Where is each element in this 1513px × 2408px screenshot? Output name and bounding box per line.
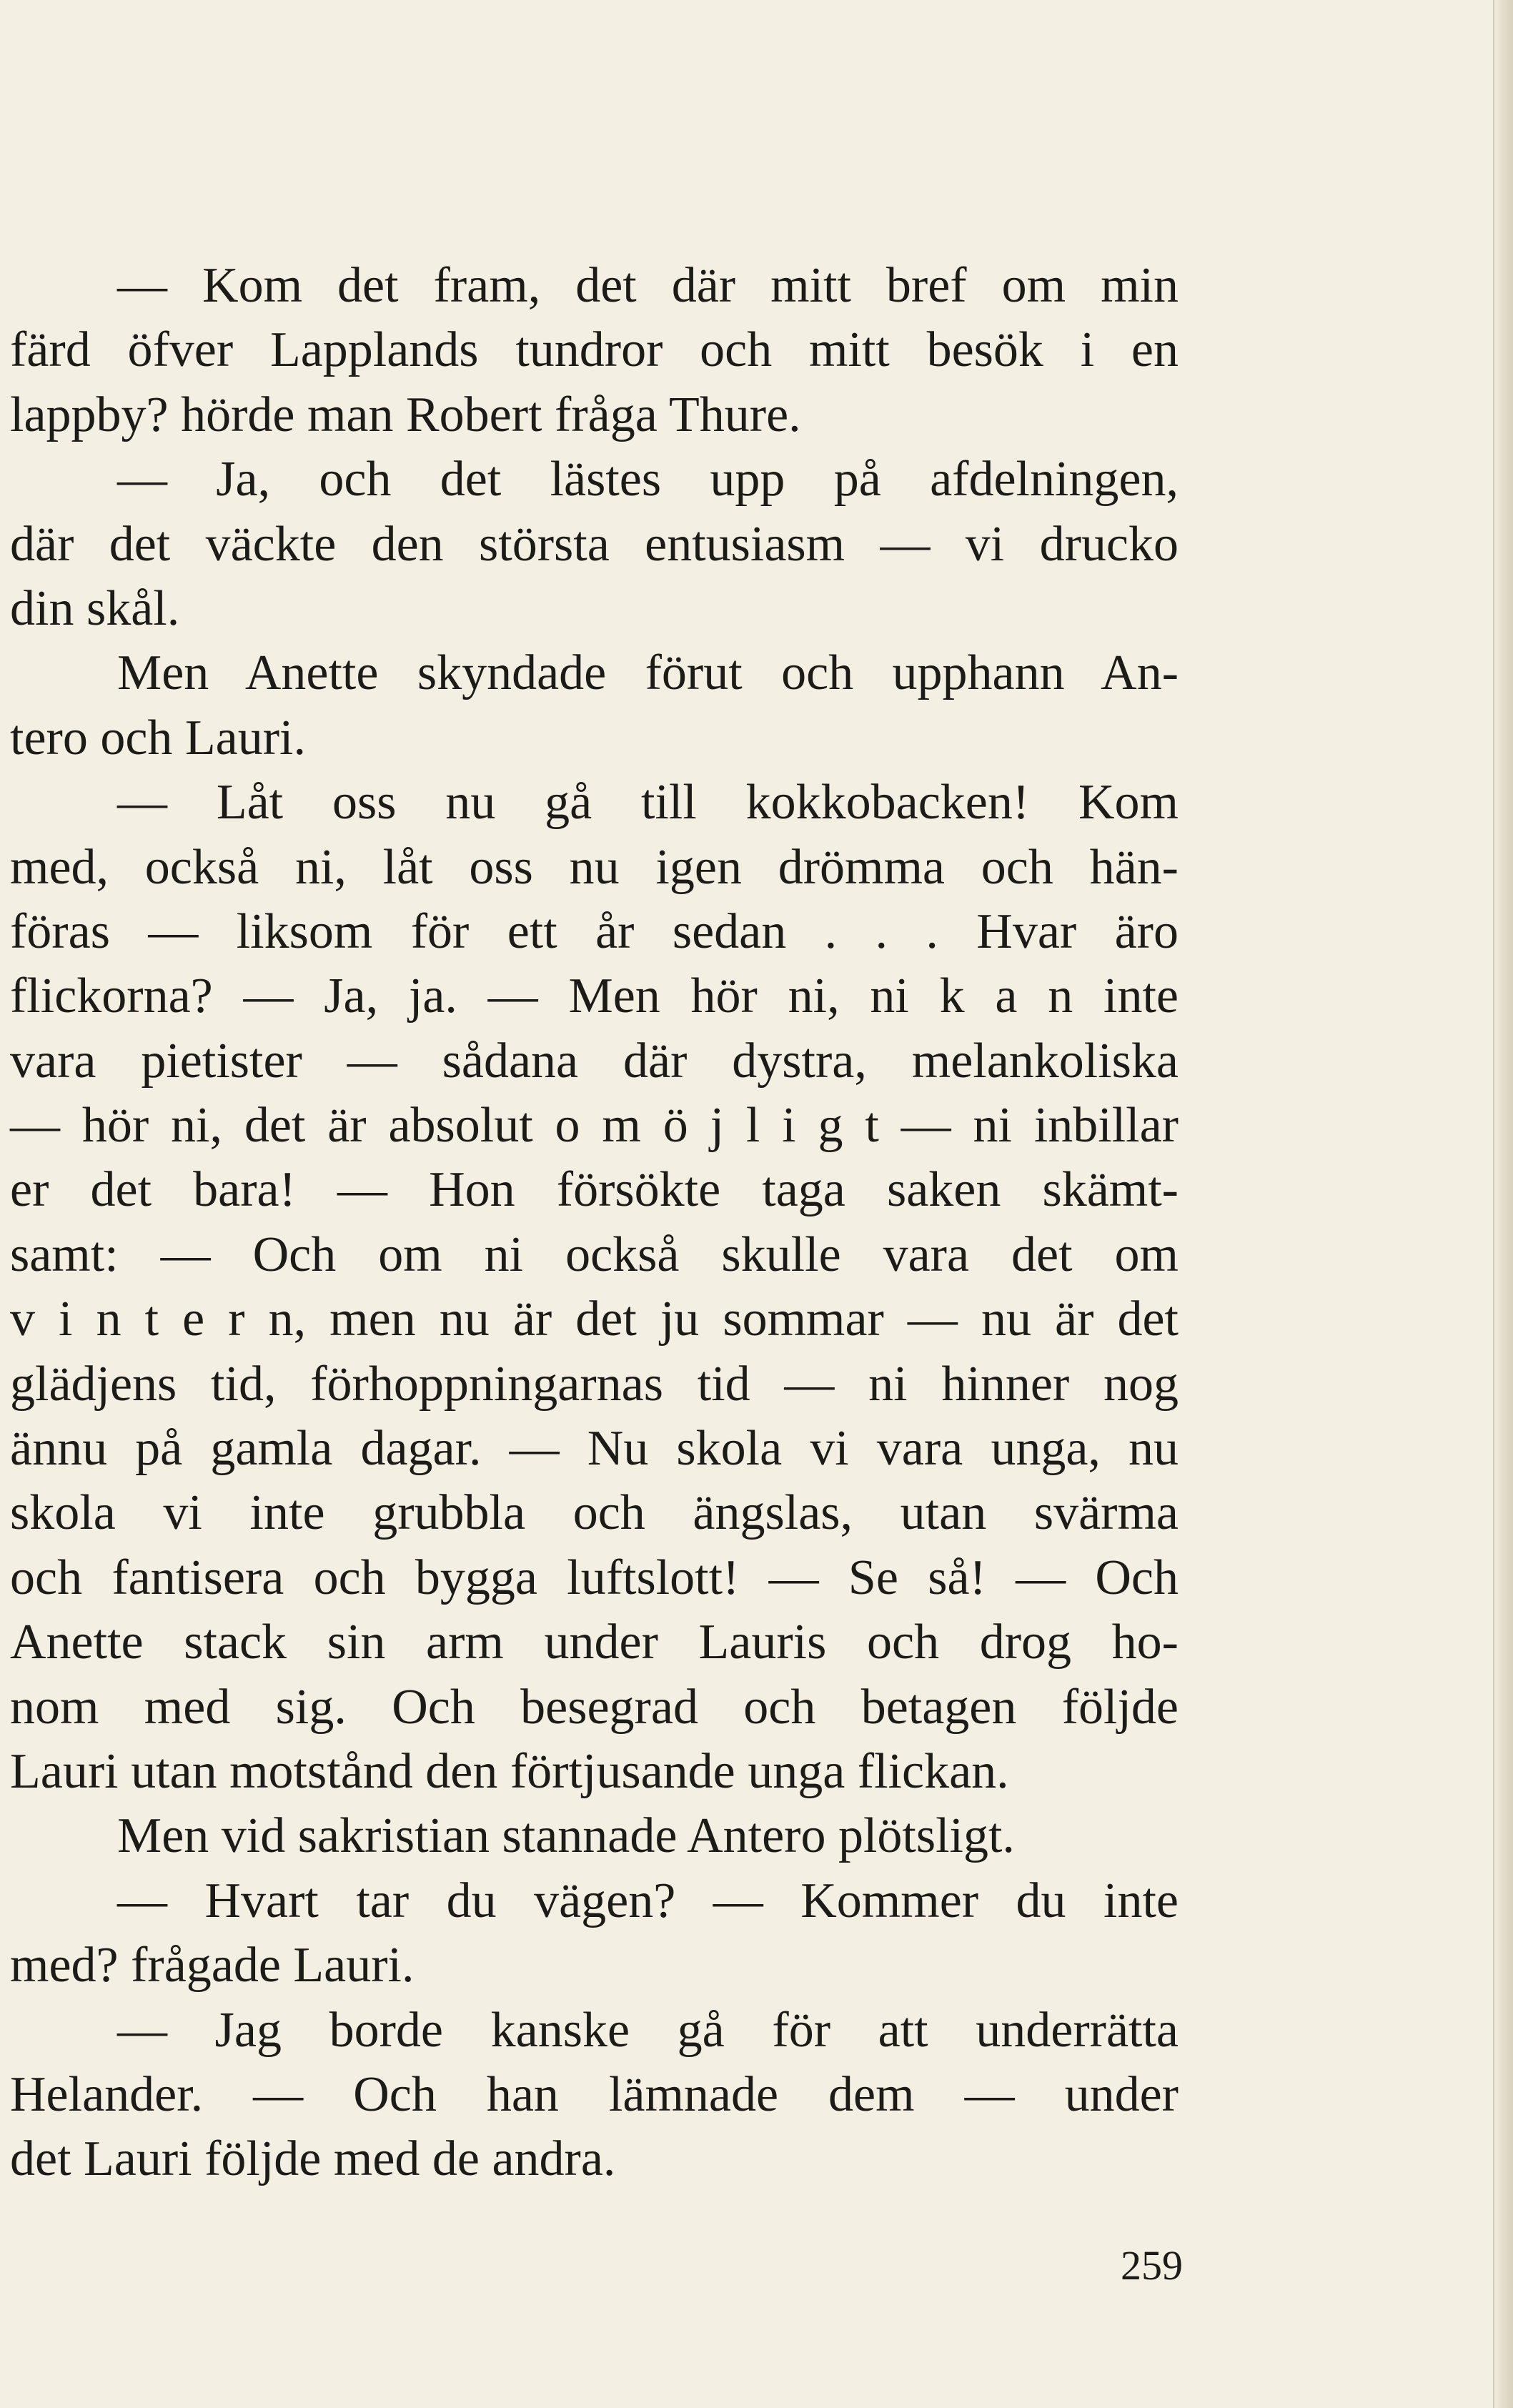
text-line: din skål. bbox=[10, 580, 180, 636]
text-line: nom med sig. Och besegrad och betagen följde bbox=[10, 1679, 1179, 1735]
text-line: Helander. — Och han lämnade dem — under bbox=[10, 2066, 1179, 2122]
text-line: med, också ni, låt oss nu igen drömma och hän- bbox=[10, 839, 1179, 895]
body-text bbox=[10, 254, 1179, 2192]
text-line: — Hvart tar du vägen? — Kommer du inte bbox=[117, 1873, 1179, 1928]
page-edge bbox=[1493, 0, 1513, 2408]
text-line: v i n t e r n, men nu är det ju sommar — nu är det bbox=[10, 1292, 1179, 1347]
text-line: flickorna? — Ja, ja. — Men hör ni, ni k a n inte bbox=[10, 968, 1179, 1024]
text-line: samt: — Och om ni också skulle vara det om bbox=[10, 1227, 1179, 1282]
text-line: lappby? hörde man Robert fråga Thure. bbox=[10, 387, 801, 442]
text-line: Men vid sakristian stannade Antero plötsligt. bbox=[117, 1808, 1015, 1864]
text-line: — Jag borde kanske gå för att underrätta bbox=[117, 2002, 1179, 2058]
text-line: — Låt oss nu gå till kokkobacken! Kom bbox=[117, 775, 1179, 831]
text-line: tero och Lauri. bbox=[10, 710, 306, 765]
page-number: 259 bbox=[1121, 2242, 1183, 2289]
text-line: er det bara! — Hon försökte taga saken skämt- bbox=[10, 1162, 1179, 1218]
text-line: — Kom det fram, det där mitt bref om min bbox=[117, 258, 1179, 313]
text-line: färd öfver Lapplands tundror och mitt besök i en bbox=[10, 322, 1179, 378]
text-line: där det väckte den största entusiasm — vi drucko bbox=[10, 516, 1179, 572]
text-line: det Lauri följde med de andra. bbox=[10, 2131, 616, 2187]
text-line: Men Anette skyndade förut och upphann An- bbox=[117, 645, 1179, 701]
text-line: vara pietister — sådana där dystra, melankoliska bbox=[10, 1033, 1179, 1089]
text-line: Anette stack sin arm under Lauris och drog ho- bbox=[10, 1615, 1179, 1670]
text-line: med? frågade Lauri. bbox=[10, 1938, 415, 1993]
text-line: Lauri utan motstånd den förtjusande unga flickan. bbox=[10, 1743, 1009, 1799]
text-line: skola vi inte grubbla och ängslas, utan svärma bbox=[10, 1485, 1179, 1541]
text-line: — Ja, och det lästes upp på afdelningen, bbox=[117, 452, 1179, 507]
text-line: — hör ni, det är absolut o m ö j l i g t — ni inbillar bbox=[10, 1098, 1179, 1154]
text-line: ännu på gamla dagar. — Nu skola vi vara unga, nu bbox=[10, 1421, 1179, 1477]
text-line: och fantisera och bygga luftslott! — Se så! — Och bbox=[10, 1550, 1179, 1605]
text-line: glädjens tid, förhoppningarnas tid — ni hinner nog bbox=[10, 1356, 1179, 1412]
text-line: föras — liksom för ett år sedan . . . Hvar äro bbox=[10, 903, 1179, 959]
